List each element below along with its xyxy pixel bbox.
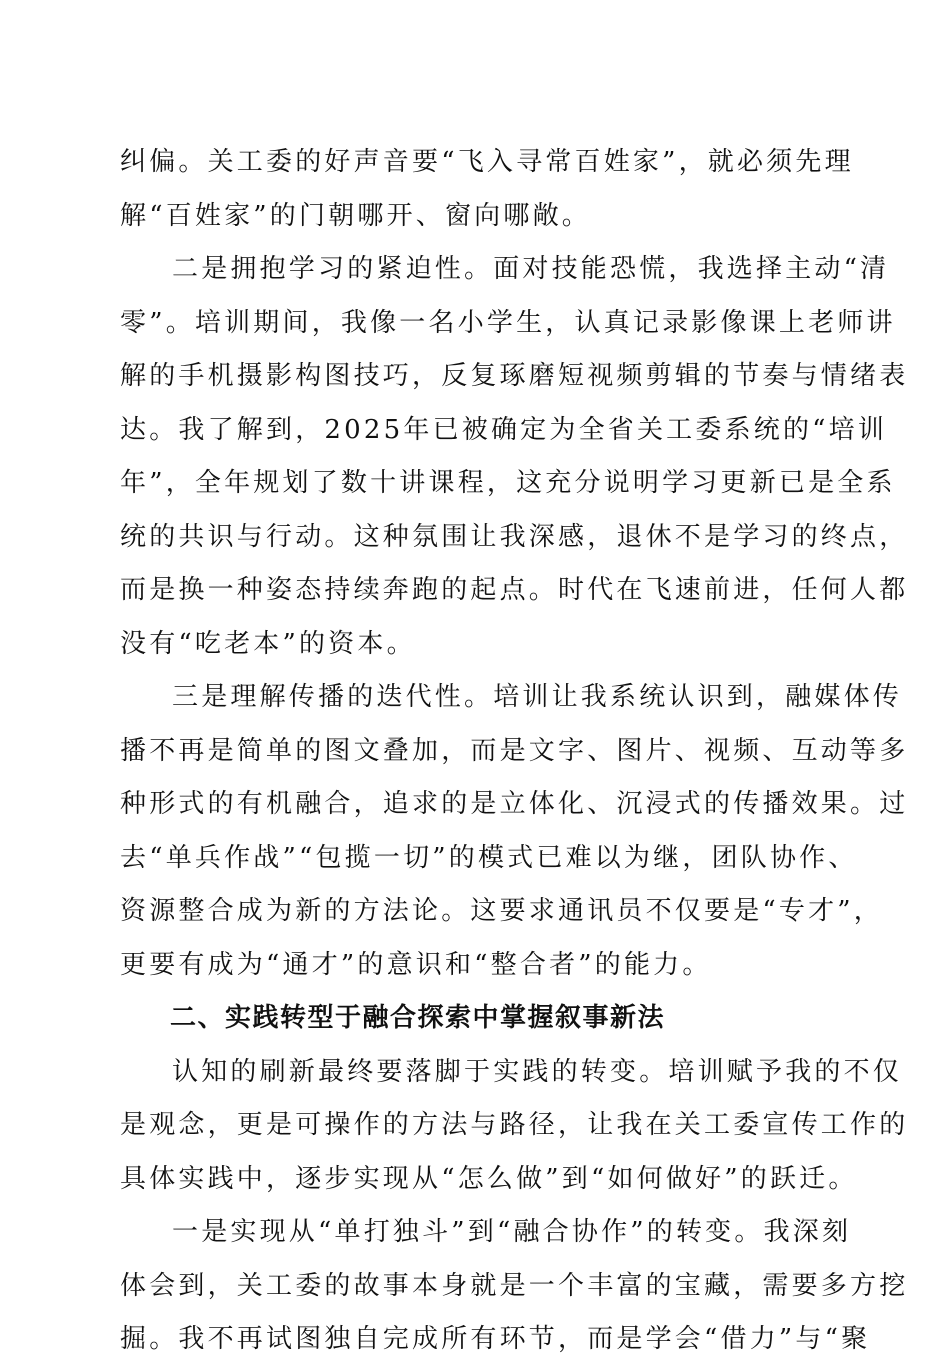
text-line: 解“百姓家”的门朝哪开、窗向哪敞。 <box>120 200 591 231</box>
paragraph-first-line: 三是理解传播的迭代性。培训让我系统认识到，融媒体传 <box>172 682 903 712</box>
text-line: 是观念，更是可操作的方法与路径，让我在关工委宣传工作的 <box>120 1110 909 1140</box>
text-line: 具体实践中，逐步实现从“怎么做”到“如何做好”的跃迁。 <box>120 1163 858 1194</box>
text-line: 而是换一种姿态持续奔跑的起点。时代在飞速前进，任何人都 <box>120 575 909 605</box>
text-line: 去“单兵作战”“包揽一切”的模式已难以为继，团队协作、 <box>120 842 858 873</box>
body-text <box>120 136 909 1367</box>
section-heading: 二、实践转型于融合探索中掌握叙事新法 <box>170 1003 666 1033</box>
text-line: 没有“吃老本”的资本。 <box>120 628 416 659</box>
text-line: 解的手机摄影构图技巧，反复琢磨短视频剪辑的节奏与情绪表 <box>120 361 909 391</box>
text-line: 达。我了解到，2025年已被确定为全省关工委系统的“培训 <box>120 414 888 445</box>
text-line: 种形式的有机融合，追求的是立体化、沉浸式的传播效果。过 <box>120 789 909 819</box>
text-line: 纠偏。关工委的好声音要“飞入寻常百姓家”，就必须先理 <box>120 147 854 177</box>
text-line: 体会到，关工委的故事本身就是一个丰富的宝藏，需要多方挖 <box>120 1270 909 1301</box>
text-line: 更要有成为“通才”的意识和“整合者”的能力。 <box>120 949 712 980</box>
text-line: 掘。我不再试图独自完成所有环节，而是学会“借力”与“聚 <box>120 1324 871 1354</box>
text-line: 零”。培训期间，我像一名小学生，认真记录影像课上老师讲 <box>120 307 896 338</box>
paragraph-first-line: 认知的刷新最终要落脚于实践的转变。培训赋予我的不仅 <box>172 1056 903 1087</box>
paragraph-first-line: 一是实现从“单打独斗”到“融合协作”的转变。我深刻 <box>172 1217 852 1247</box>
text-line: 年”，全年规划了数十讲课程，这充分说明学习更新已是全系 <box>120 468 896 498</box>
text-line: 资源整合成为新的方法论。这要求通讯员不仅要是“专才”， <box>120 896 883 926</box>
text-line: 播不再是简单的图文叠加，而是文字、图片、视频、互动等多 <box>120 735 909 766</box>
paragraph-first-line: 二是拥抱学习的紧迫性。面对技能恐慌，我选择主动“清 <box>172 254 890 284</box>
text-line: 统的共识与行动。这种氛围让我深感，退休不是学习的终点， <box>120 521 909 552</box>
